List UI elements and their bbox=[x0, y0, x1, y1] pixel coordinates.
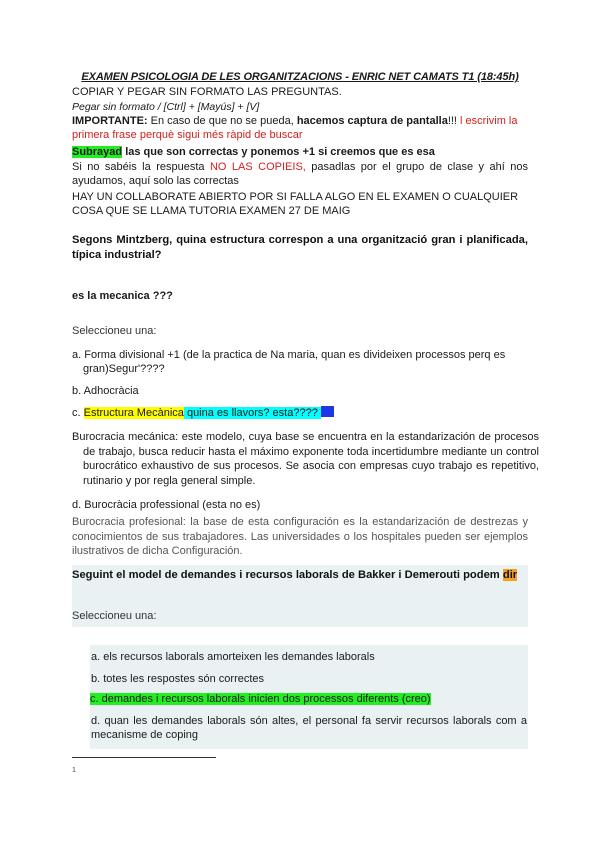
q1-option-c-prefix: c. bbox=[72, 407, 84, 419]
q2-option-c-text: c. demandes i recursos laborals inicien dos processos diferents (creo) bbox=[90, 693, 431, 705]
q2-option-b[interactable]: b. totes les respostes són correctes bbox=[91, 673, 265, 685]
footnote-number: 1 bbox=[72, 767, 76, 774]
subrayad-highlight: Subrayad bbox=[72, 146, 123, 158]
q2-option-d[interactable]: d. quan les demandes laborals són altes, el personal fa servir recursos laborals com a mecanisme de coping bbox=[91, 715, 527, 741]
question-2 bbox=[72, 565, 528, 583]
document-title: EXAMEN PSICOLOGIA DE LES ORGANITZACIONS - ENRIC NET CAMATS T1 (18:45h) bbox=[81, 71, 519, 83]
q1-option-c-yellow: Estructura Mecànica bbox=[83, 407, 184, 419]
q1-option-d[interactable]: d. Burocràcia professional (esta no es) bbox=[72, 499, 261, 511]
q1-option-b[interactable]: b. Adhocràcia bbox=[72, 385, 139, 397]
important-label: IMPORTANTE: bbox=[72, 115, 148, 127]
subrayad-rest: las que son correctas y ponemos +1 si creemos que es esa bbox=[122, 146, 435, 158]
q1-option-c-cyan: quina es llavors? esta???? bbox=[183, 407, 321, 419]
q1-select-label: Seleccioneu una: bbox=[72, 325, 157, 337]
q2-select-box bbox=[72, 587, 528, 627]
question-2-highlight: dir bbox=[502, 569, 518, 581]
q1-explain-d: Burocracia profesional: la base de esta configuración es la estandarización de destrezas y conocimientos de sus trabajadores. Las universidades o los hospitales pueden ser ejemplos ilustrativos de dicha Configuración. bbox=[72, 516, 528, 558]
important-note bbox=[72, 114, 528, 142]
no-copy-red: NO LAS COPIEIS, bbox=[209, 161, 306, 173]
important-excl: !!! bbox=[447, 115, 461, 127]
copy-instruction: COPIAR Y PEGAR SIN FORMATO LAS PREGUNTAS. bbox=[72, 86, 342, 98]
question-2-text: Seguint el model de demandes i recursos laborals de Bakker i Demerouti podem bbox=[72, 569, 503, 581]
subrayad-note bbox=[72, 145, 435, 159]
important-bold: hacemos captura de pantalla bbox=[296, 115, 448, 127]
q2-select-label: Seleccioneu una: bbox=[72, 610, 157, 622]
no-copy-note bbox=[72, 160, 528, 188]
q2-options-box bbox=[90, 645, 528, 749]
q2-option-c[interactable] bbox=[90, 692, 431, 706]
blue-highlight-mark bbox=[321, 406, 334, 417]
paste-hint: Pegar sin formato / [Ctrl] + [Mayús] + [V] bbox=[72, 101, 260, 113]
no-copy-text-1: Si no sabéis la respuesta bbox=[72, 161, 210, 173]
important-red-text: l escrivim la primera frase perquè sigui més ràpid de buscar bbox=[72, 115, 518, 141]
q1-option-a[interactable]: a. Forma divisional +1 (de la practica de Na maria, quan es divideixen processos perq es gran)Segur'???? bbox=[72, 349, 506, 375]
question-2-box bbox=[72, 565, 528, 587]
q1-explain-c: Burocracia mecánica: este modelo, cuya base se encuentra en la estandarización de procesos de trabajo, busca reducir hasta el máximo exponente toda incertidumbre mediante un control burocrático exhaustivo de sus procesos. Se asocia con empresas cuyo trabajo es repetitivo, rutinario y por regla general simple. bbox=[72, 431, 539, 487]
important-text: En caso de que no se pueda, bbox=[147, 115, 297, 127]
collaborate-note: HAY UN COLLABORATE ABIERTO POR SI FALLA ALGO EN EL EXAMEN O CUALQUIER COSA QUE SE LLAMA TUTORIA EXAMEN 27 DE MAIG bbox=[72, 191, 519, 217]
question-1: Segons Mintzberg, quina estructura correspon a una organització gran i planificada, típica industrial? bbox=[72, 234, 528, 261]
no-copy-text-2: pasadlas por el grupo de clase y ahí nos ayudamos, aquí solo las correctas bbox=[72, 161, 528, 187]
footnote-separator bbox=[72, 757, 216, 758]
q1-option-c[interactable] bbox=[72, 406, 334, 420]
q1-note: es la mecanica ??? bbox=[72, 290, 173, 302]
q2-option-a[interactable]: a. els recursos laborals amorteixen les demandes laborals bbox=[91, 651, 375, 663]
